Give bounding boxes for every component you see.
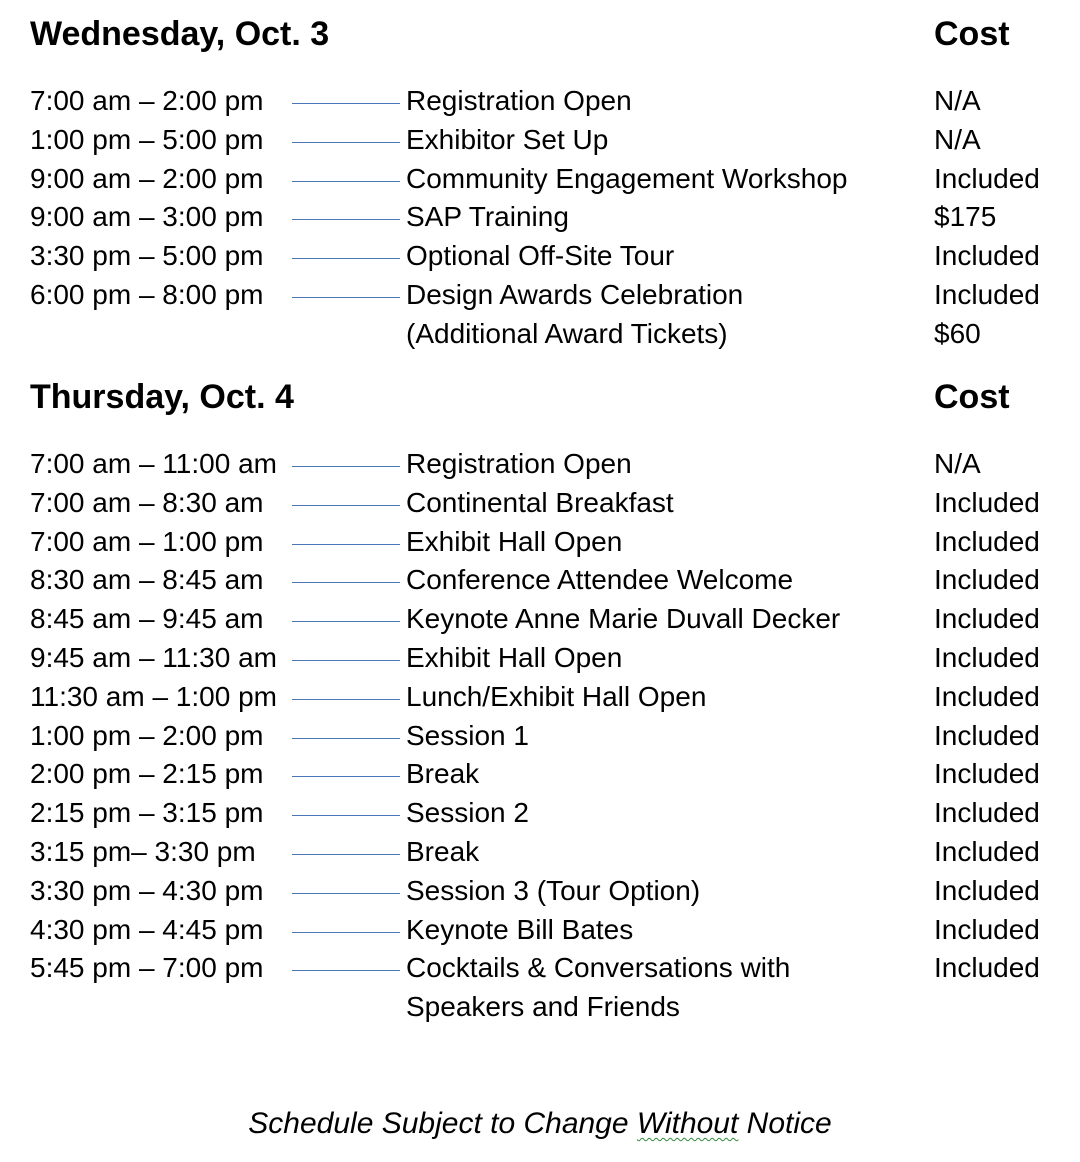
schedule-time: 4:30 pm – 4:45 pm (30, 913, 264, 945)
schedule-time: 2:00 pm – 2:15 pm (30, 758, 264, 790)
schedule-cost: Included (934, 278, 1040, 310)
wednesday-rows (30, 82, 1070, 354)
schedule-cost: Included (934, 564, 1040, 596)
schedule-row (30, 160, 1070, 199)
schedule-time: 11:30 am – 1:00 pm (30, 680, 277, 712)
schedule-row (30, 678, 1070, 717)
schedule-time: 8:45 am – 9:45 am (30, 603, 264, 635)
schedule-event: Community Engagement Workshop (406, 162, 848, 194)
schedule-time: 8:30 am – 8:45 am (30, 564, 264, 596)
schedule-time: 1:00 pm – 2:00 pm (30, 719, 264, 751)
cost-column-header: Cost (934, 15, 1010, 53)
schedule-cost: Included (934, 758, 1040, 790)
schedule-time: 2:15 pm – 3:15 pm (30, 797, 264, 829)
schedule-row (30, 949, 1070, 988)
thursday-heading (30, 377, 1070, 417)
schedule-time: 9:45 am – 11:30 am (30, 641, 277, 673)
schedule-event: Optional Off-Site Tour (406, 240, 675, 272)
schedule-cost: Included (934, 641, 1040, 673)
schedule-event: Lunch/Exhibit Hall Open (406, 680, 707, 712)
schedule-cost: N/A (934, 448, 981, 479)
schedule-cost: Included (934, 603, 1040, 635)
schedule-time: 1:00 pm – 5:00 pm (30, 123, 264, 155)
schedule-time: 9:00 am – 2:00 pm (30, 162, 264, 194)
schedule-row (30, 872, 1070, 911)
schedule-row (30, 561, 1070, 600)
schedule-cost: Included (934, 240, 1040, 272)
connector-line (292, 582, 400, 583)
schedule-time: 7:00 am – 1:00 pm (30, 525, 264, 557)
schedule-row (30, 755, 1070, 794)
schedule-disclaimer (0, 1104, 1080, 1144)
connector-line (292, 142, 400, 143)
schedule-cost: $60 (934, 317, 981, 349)
schedule-event: Session 3 (Tour Option) (406, 874, 701, 906)
thursday-rows (30, 445, 1070, 1027)
schedule-time: 5:45 pm – 7:00 pm (30, 952, 264, 984)
schedule-time: 7:00 am – 2:00 pm (30, 85, 264, 116)
wednesday-section (30, 14, 1070, 349)
schedule-row (30, 237, 1070, 276)
connector-line (292, 815, 400, 816)
schedule-time: 7:00 am – 8:30 am (30, 486, 264, 518)
day-title: Thursday, Oct. 4 (30, 378, 294, 416)
schedule-event: SAP Training (406, 201, 569, 233)
disclaimer-spellcheck-word: Without (636, 1107, 739, 1140)
connector-line (292, 932, 400, 933)
connector-line (292, 660, 400, 661)
schedule-time: 3:30 pm – 5:00 pm (30, 240, 264, 272)
schedule-event: Exhibitor Set Up (406, 123, 609, 155)
connector-line (292, 621, 400, 622)
schedule-event: Continental Breakfast (406, 486, 674, 518)
schedule-cost: N/A (934, 85, 981, 116)
schedule-row (30, 600, 1070, 639)
schedule-event: Keynote Anne Marie Duvall Decker (406, 603, 841, 635)
schedule-cost: Included (934, 797, 1040, 829)
schedule-event: Session 2 (406, 797, 529, 829)
schedule-cost: Included (934, 835, 1040, 867)
schedule-row (30, 198, 1070, 237)
schedule-cost: Included (934, 913, 1040, 945)
schedule-row (30, 523, 1070, 562)
schedule-cost: Included (934, 719, 1040, 751)
schedule-row (30, 445, 1070, 484)
schedule-event: Exhibit Hall Open (406, 641, 623, 673)
schedule-time: 7:00 am – 11:00 am (30, 448, 277, 479)
schedule-event: Speakers and Friends (406, 991, 680, 1023)
schedule-row (30, 315, 1070, 354)
schedule-event: (Additional Award Tickets) (406, 317, 728, 349)
connector-line (292, 893, 400, 894)
schedule-event: Break (406, 835, 480, 867)
schedule-event: Registration Open (406, 85, 632, 116)
schedule-cost: Included (934, 952, 1040, 984)
schedule-cost: Included (934, 525, 1040, 557)
connector-line (292, 776, 400, 777)
connector-line (292, 181, 400, 182)
connector-line (292, 258, 400, 259)
schedule-cost: $175 (934, 201, 997, 233)
cost-column-header: Cost (934, 378, 1010, 416)
schedule-row (30, 276, 1070, 315)
connector-line (292, 219, 400, 220)
connector-line (292, 103, 400, 104)
schedule-row (30, 121, 1070, 160)
schedule-row (30, 911, 1070, 950)
connector-line (292, 970, 400, 971)
connector-line (292, 297, 400, 298)
schedule-cost: Included (934, 680, 1040, 712)
wednesday-heading (30, 14, 1070, 54)
thursday-section (30, 377, 1070, 1023)
schedule-row (30, 833, 1070, 872)
connector-line (292, 505, 400, 506)
disclaimer-text-start: Schedule Subject to Change (248, 1107, 637, 1140)
schedule-cost: Included (934, 162, 1040, 194)
connector-line (292, 544, 400, 545)
connector-line (292, 738, 400, 739)
connector-line (292, 699, 400, 700)
schedule-time: 3:30 pm – 4:30 pm (30, 874, 264, 906)
schedule-row (30, 82, 1070, 121)
schedule-event: Cocktails & Conversations with (406, 952, 791, 984)
schedule-row (30, 988, 1070, 1027)
schedule-cost: N/A (934, 123, 981, 155)
schedule-time: 9:00 am – 3:00 pm (30, 201, 264, 233)
schedule-event: Registration Open (406, 448, 632, 479)
schedule-row (30, 639, 1070, 678)
schedule-row (30, 794, 1070, 833)
schedule-event: Keynote Bill Bates (406, 913, 634, 945)
schedule-event: Session 1 (406, 719, 529, 751)
schedule-event: Design Awards Celebration (406, 278, 744, 310)
disclaimer-text-end: Notice (738, 1107, 832, 1140)
schedule-cost: Included (934, 874, 1040, 906)
schedule-time: 3:15 pm– 3:30 pm (30, 835, 256, 867)
connector-line (292, 466, 400, 467)
schedule-row (30, 484, 1070, 523)
schedule-time: 6:00 pm – 8:00 pm (30, 278, 264, 310)
schedule-event: Exhibit Hall Open (406, 525, 623, 557)
connector-line (292, 854, 400, 855)
day-title: Wednesday, Oct. 3 (30, 15, 330, 53)
schedule-event: Conference Attendee Welcome (406, 564, 794, 596)
schedule-event: Break (406, 758, 480, 790)
schedule-cost: Included (934, 486, 1040, 518)
schedule-row (30, 717, 1070, 756)
